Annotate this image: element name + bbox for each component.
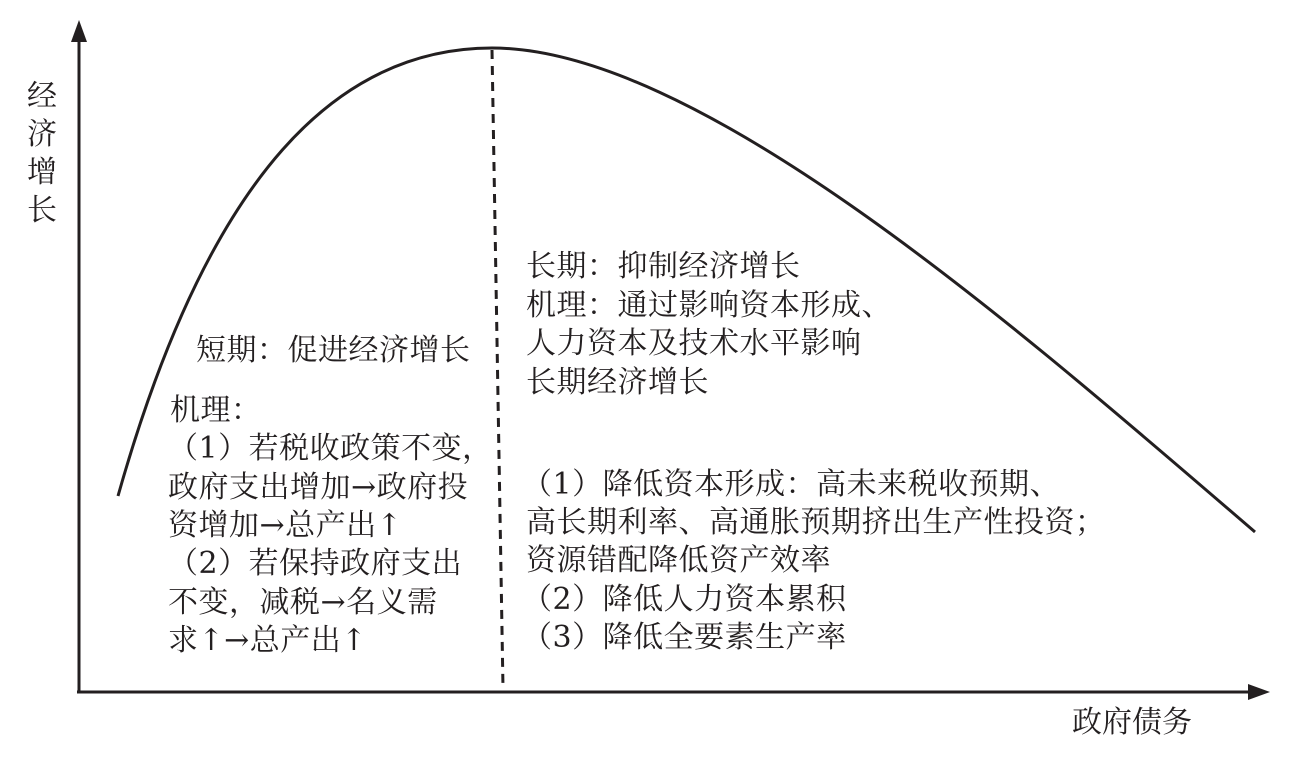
- short-term-line: （1）若税收政策不变，: [168, 431, 493, 466]
- y-axis-label: 经济增长: [27, 79, 57, 228]
- short-term-line: 政府支出增加→政府投: [168, 470, 469, 505]
- long-term-detail-line: （1）降低资本形成：高未来税收预期、: [522, 467, 1061, 502]
- short-term-line: 不变，减税→名义需: [168, 585, 438, 620]
- long-term-detail-line: 高长期利率、高通胀预期挤出生产性投资；: [526, 505, 1106, 540]
- peak-divider-line: [492, 50, 503, 688]
- short-term-line: （2）若保持政府支出: [168, 546, 463, 581]
- long-term-mechanism-line: 长期经济增长: [526, 365, 709, 400]
- short-term-line: 求↑→总产出↑: [168, 623, 367, 658]
- long-term-detail-line: （2）降低人力资本累积: [522, 582, 847, 617]
- short-term-mechanism-title: 机理：: [170, 393, 262, 428]
- x-axis-label: 政府债务: [1072, 705, 1192, 740]
- long-term-heading: 长期：抑制经济增长: [526, 249, 801, 284]
- short-term-line: 资增加→总产出↑: [168, 508, 403, 543]
- long-term-detail-line: （3）降低全要素生产率: [522, 620, 847, 655]
- long-term-mechanism-line: 机理：通过影响资本形成、: [526, 288, 892, 323]
- y-axis-arrowhead: [71, 20, 87, 42]
- x-axis-arrowhead: [1248, 684, 1270, 700]
- long-term-detail-line: 资源错配降低资产效率: [526, 543, 831, 578]
- long-term-mechanism-line: 人力资本及技术水平影响: [526, 326, 862, 361]
- short-term-heading: 短期：促进经济增长: [196, 333, 471, 368]
